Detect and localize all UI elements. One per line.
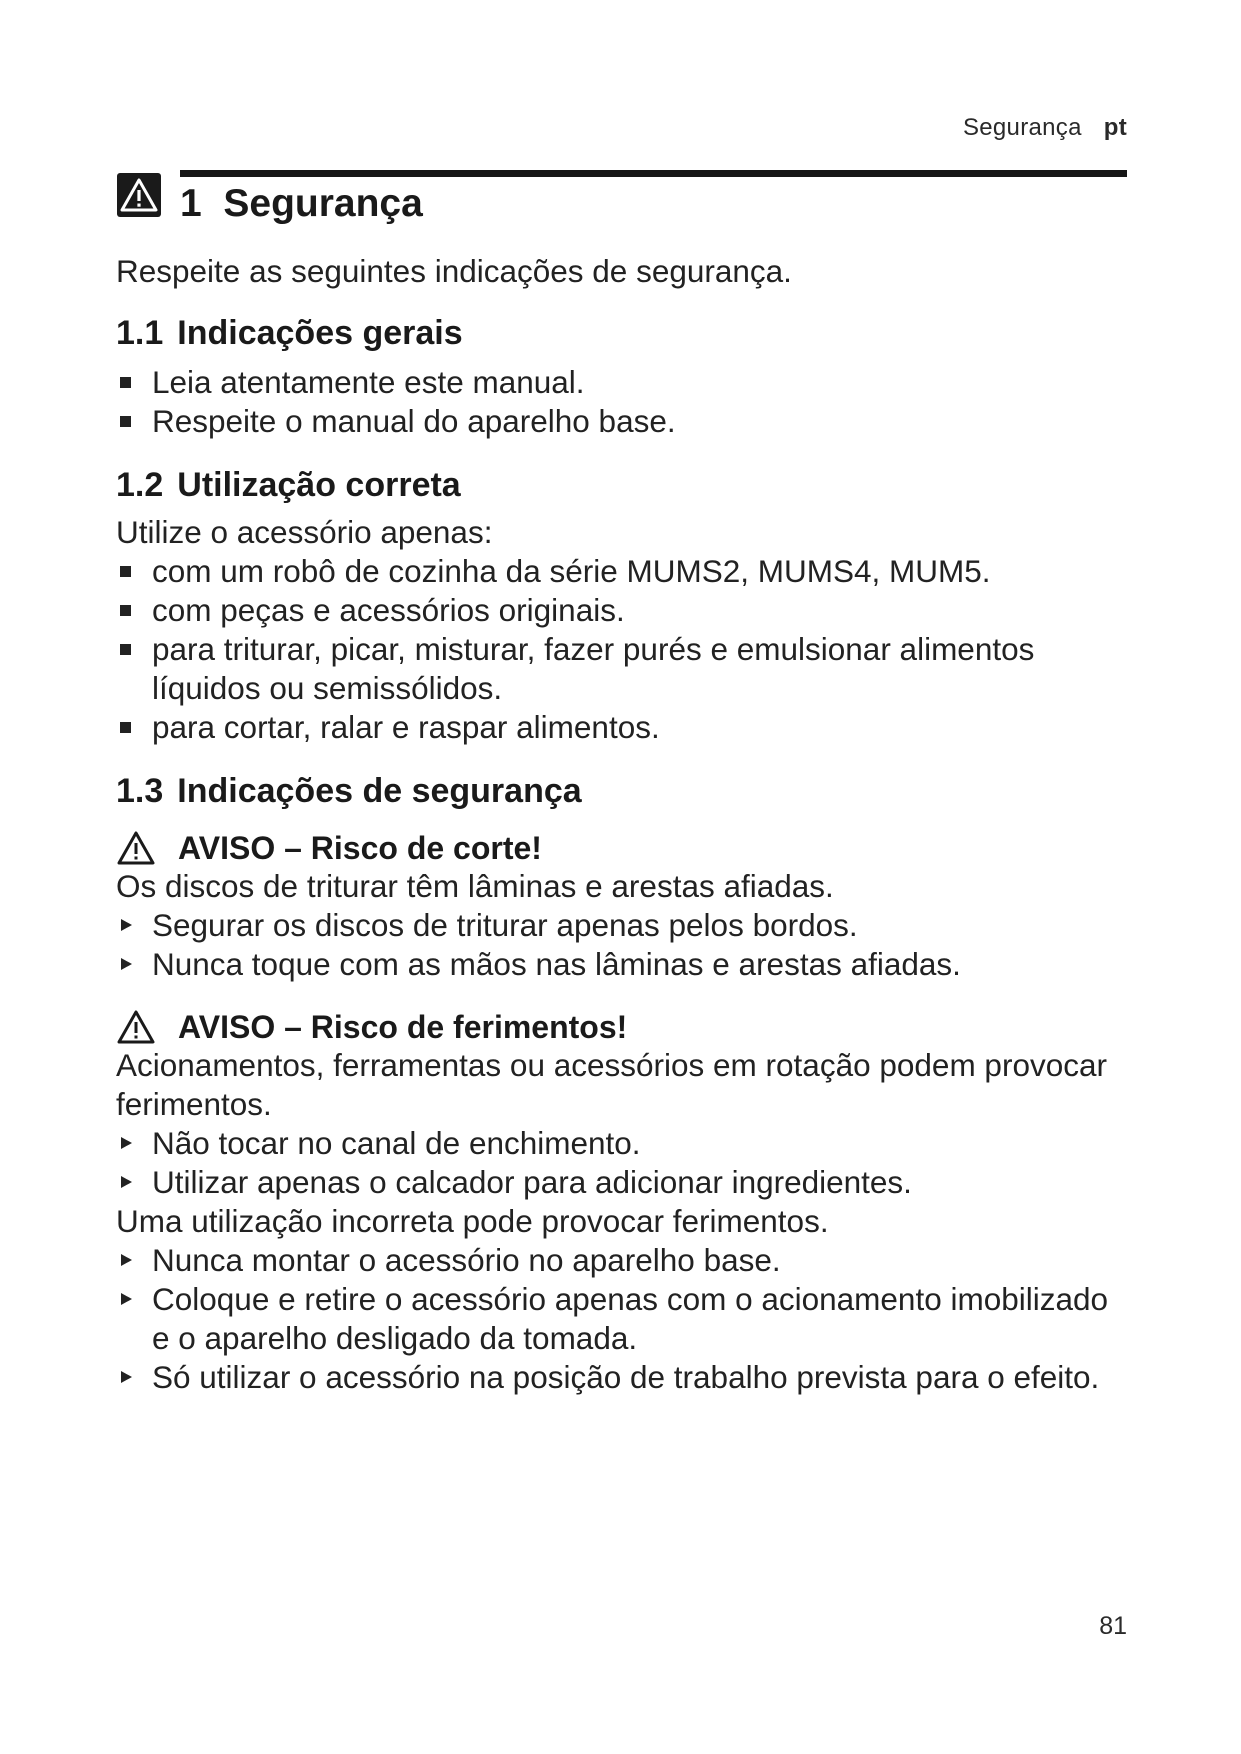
- warning-box-icon: [116, 172, 162, 218]
- section-number: 1.1: [116, 314, 164, 352]
- list-item: para triturar, picar, misturar, fazer purés e emulsionar alimentos líquidos ou semissólidos.: [116, 630, 1131, 708]
- general-list: [116, 363, 1131, 441]
- list-item: Respeite o manual do aparelho base.: [116, 402, 1131, 441]
- warning-injury: [116, 1008, 1131, 1397]
- action-item: Utilizar apenas o calcador para adicionar ingredientes.: [116, 1163, 1131, 1202]
- section-heading-safety: [116, 771, 1131, 811]
- section-heading-general: [116, 313, 1131, 353]
- action-item: Só utilizar o acessório na posição de trabalho prevista para o efeito.: [116, 1358, 1131, 1397]
- warning-triangle-icon: [116, 830, 156, 866]
- section-number: 1.2: [116, 466, 164, 504]
- header-language: pt: [1103, 114, 1127, 141]
- content: [116, 252, 1131, 1397]
- page-header: [963, 114, 1127, 142]
- section-title: Indicações de segurança: [177, 772, 582, 810]
- intro-text: Respeite as seguintes indicações de segurança.: [116, 253, 792, 289]
- page-title: [180, 182, 423, 226]
- warning-title: AVISO – Risco de corte!: [116, 829, 1131, 867]
- action-item: Nunca montar o acessório no aparelho base.: [116, 1241, 1131, 1280]
- action-item: Nunca toque com as mãos nas lâminas e arestas afiadas.: [116, 945, 1131, 984]
- header-section: Segurança: [962, 114, 1082, 141]
- action-item: Coloque e retire o acessório apenas com o acionamento imobilizado e o aparelho desligado da tomada.: [116, 1280, 1131, 1358]
- warning-text-secondary: Uma utilização incorreta pode provocar ferimentos.: [116, 1203, 829, 1239]
- warning-actions: [116, 906, 1131, 984]
- warning-cut: [116, 829, 1131, 984]
- usage-lead: Utilize o acessório apenas:: [116, 514, 493, 550]
- warning-text: Os discos de triturar têm lâminas e arestas afiadas.: [116, 868, 834, 904]
- section-heading-usage: [116, 465, 1131, 505]
- list-item: para cortar, ralar e raspar alimentos.: [116, 708, 1131, 747]
- warning-triangle-icon: [116, 1009, 156, 1045]
- page-title-number: 1: [180, 182, 202, 225]
- warning-actions: [116, 1124, 1131, 1202]
- list-item: com peças e acessórios originais.: [116, 591, 1131, 630]
- warning-actions-secondary: [116, 1241, 1131, 1397]
- list-item: com um robô de cozinha da série MUMS2, MUMS4, MUM5.: [116, 552, 1131, 591]
- warning-title: AVISO – Risco de ferimentos!: [116, 1008, 1131, 1046]
- section-number: 1.3: [116, 772, 164, 810]
- page-title-text: Segurança: [223, 182, 423, 225]
- section-title: Indicações gerais: [177, 314, 463, 352]
- warning-text: Acionamentos, ferramentas ou acessórios em rotação podem provocar ferimentos.: [116, 1047, 1107, 1122]
- list-item: Leia atentamente este manual.: [116, 363, 1131, 402]
- usage-list: [116, 552, 1131, 747]
- section-title: Utilização correta: [177, 466, 461, 504]
- page-number: 81: [1099, 1612, 1127, 1640]
- action-item: Não tocar no canal de enchimento.: [116, 1124, 1131, 1163]
- title-rule: [180, 170, 1127, 177]
- action-item: Segurar os discos de triturar apenas pelos bordos.: [116, 906, 1131, 945]
